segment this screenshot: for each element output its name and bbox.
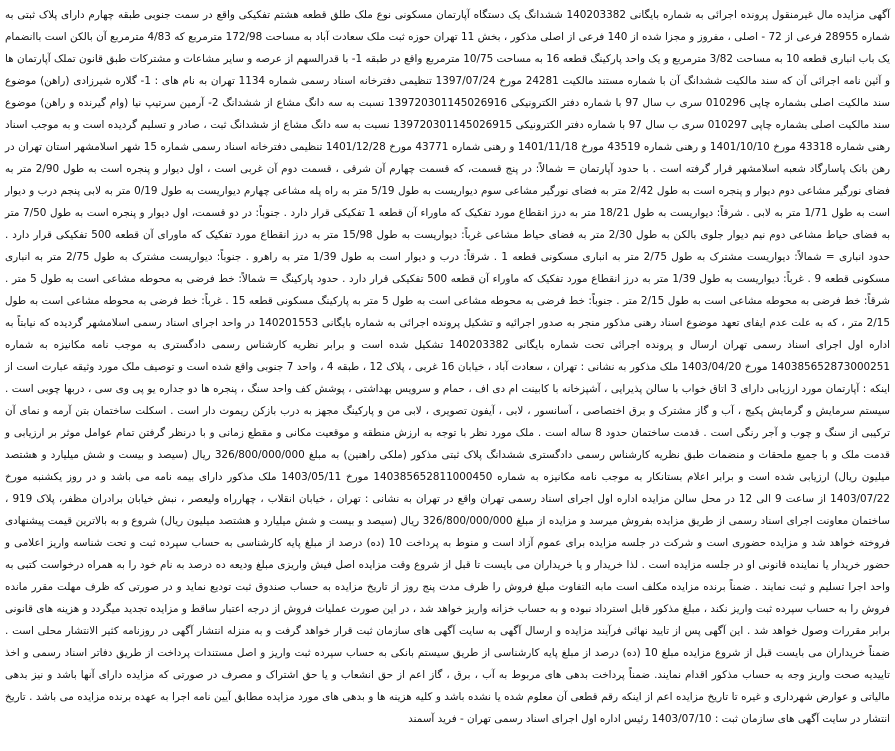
- notice-body-text: آگهی مزایده مال غیرمنقول پرونده اجرائی به شماره بایگانی 140203382 ششدانگ یک دستگاه آپارتمان مسکونی نوع ملک طلق قطعه هشتم تفکیکی واقع در سمت جنوبی طبقه چهارم دارای پلاک ثبتی به شماره 28955 فرعی از 72 - اصلی ، مفروز و مجزا شده از 140 فرعی از اصلی مذکور ، بخش 11 تهران حوزه ثبت ملک سعادت آباد به مساحت 172/98 مترمربع که 4/83 مترمربع آن بالکن است باانضمام یک باب انباری قطعه 10 به مساحت 3/82 مترمربع و یک واحد پارکینگ قطعه 16 به مساحت 10/75 مترمربع واقع در طبقه 1- با قدرالسهم از عرصه و سایر مشاعات و مشترکات طبق قانون تملک آپارتمان ها و آئین نامه اجرائی آن که سند مالکیت ششدانگ آن با شماره مستند مالکیت 24281 مورخ 1397/07/24 تنظیمی دفترخانه اسناد رسمی شماره 1134 تهران به نام های : 1- گلاره شیرزادی (راهن) موضوع سند مالکیت اصلی بشماره چاپی 010296 سری ب سال 97 با شماره دفتر الکترونیکی 139720301145026916 نسبت به سه دانگ مشاع از ششدانگ 2- آرمین سرتیپ نیا (وام گیرنده و راهن) موضوع سند مالکیت اصلی بشماره چاپی 010297 سری ب سال 97 با شماره دفتر الکترونیکی 139720301145026915 نسبت به سه دانگ مشاع از ششدانگ ثبت ، صادر و تسلیم گردیده است و به موجب اسناد رهنی شماره 43318 مورخ 1401/10/10 و رهنی شماره 43519 مورخ 1401/11/18 و رهنی شماره 43771 مورخ 1401/12/28 تنظیمی دفترخانه اسناد رسمی شماره 15 شهر اسلامشهر استان تهران در رهن بانک پاسارگاد شعبه اسلامشهر قرار گرفته است . با حدود آپارتمان = شمالاً: در پنج قسمت، که قسمت چهارم آن شرقی ، قسمت دوم آن غربی است ، اول دیوار و پنجره است به طول 2/90 متر به فضای نورگیر مشاعی دوم دیوار و پنجره است به طول 2/42 متر به فضای نورگیر مشاعی سوم دیواریست به طول 5/19 متر به راه پله مشاعی چهارم دیواریست به طول 0/19 متر به لابی پنجم درب و دیوار است به طول 1/71 متر به لابی . شرقاً: دیواریست به طول 18/21 متر به درز انقطاع مورد تفکیک که ماوراء آن قطعه 1 تفکیکی قرار دارد . جنوباً: در دو قسمت، اول دیوار و پنجره است به طول 7/50 متر به فضای حیاط مشاعی دوم نیم دیوار جلوی بالکن به طول 2/30 متر به فضای حیاط مشاعی غرباً: دیواریست به طول 15/98 متر به درز انقطاع مورد تفکیک که ماورای آن قطعه 500 تفکیکی قرار دارد . حدود انباری = شمالاً: دیواریست مشترک به طول 2/75 متر به انباری مسکونی قطعه 1 . شرقاً: درب و دیوار است به طول 1/39 متر به راهرو . جنوباً: دیواریست مشترک به طول 2/75 متر به انباری مسکونی قطعه 9 . غرباً: دیواریست به طول 1/39 متر به درز انقطاع مورد تفکیک که ماوراء آن قطعه 500 تفکیکی قرار دارد . حدود پارکینگ = شمالاً: خط فرضی به محوطه مشاعی است به طول 5 متر . شرقاً: خط فرضی به محوطه مشاعی است به طول 2/15 متر . جنوباً: خط فرضی به محوطه مشاعی است به طول 5 متر به پارکینگ مسکونی قطعه 15 . غرباً: خط فرضی به محوطه مشاعی است به طول 2/15 متر ، که به علت عدم ایفای تعهد موضوع اسناد رهنی مذکور منجر به صدور اجرائیه و تشکیل پرونده اجرائی به شماره بایگانی 140201553 در واحد اجرای اسناد رسمی اسلامشهر گردیده که نیابتاً به اداره اول اجرای اسناد رسمی تهران ارسال و پرونده اجرائی تحت شماره بایگانی 140203382 تشکیل شده است و برابر نظریه کارشناس رسمی دادگستری به موجب نامه مکانیزه به شماره 140385652873000251 مورخ 1403/04/20 ملک مذکور به نشانی : تهران ، سعادت آباد ، خیابان 16 غربی ، پلاک 12 ، طبقه 4 ، واحد 7 جنوبی واقع شده است و توصیف ملک مورد وثیقه عبارت است از اینکه : آپارتمان مورد ارزیابی دارای 3 اتاق خواب با سالن پذیرایی ، آشپزخانه با کابینت ام دی اف ، حمام و سرویس بهداشتی ، پوشش کف واحد سنگ ، پنجره ها دو جداره یو پی وی سی ، دربها چوبی است . سیستم سرمایش و گرمایش پکیج ، آب و گاز مشترک و برق اختصاصی ، آسانسور ، لابی ، آیفون تصویری ، لابی من و پارکینگ مجهز به درب بازکن ریموت دار است . اسکلت ساختمان بتن آرمه و نمای آن ترکیبی از سنگ و چوب و آجر رنگی است . قدمت ساختمان حدود 8 ساله است . ملک مورد نظر با توجه به ارزش منطقه و موقعیت مکانی و مقطع زمانی و با درنظر گرفتن تمام عوامل موثر بر ارزیابی و قدمت ملک و با جمیع ملحقات و منضمات طبق نظریه کارشناس رسمی دادگستری ششدانگ پلاک ثبتی مذکور (ملکی راهنین) به مبلغ 326/800/000/000 ریال (سیصد و بیست و شش میلیارد و هشتصد میلیون ریال) ارزیابی شده است و برابر اعلام بستانکار به موجب نامه مکانیزه به شماره 140385652811000450 مورخ 1403/05/11 ملک مذکور دارای بیمه نامه می باشد و در روز یکشنبه مورخ 1403/07/22 از ساعت 9 الی 12 در محل سالن مزایده اداره اول اجرای اسناد رسمی تهران واقع در تهران به نشانی : تهران ، خیابان انقلاب ، چهارراه ولیعصر ، نبش خیابان برادران مظفر، پلاک 919 ، ساختمان معاونت اجرای اسناد رسمی از طریق مزایده بفروش میرسد و مزایده از مبلغ 326/800/000/000 ریال (سیصد و بیست و شش میلیارد و هشتصد میلیون ریال) شروع و به بالاترین قیمت پیشنهادی فروخته خواهد شد و مزایده حضوری است و شرکت در جلسه مزایده برای عموم آزاد است و منوط به پرداخت 10 (ده) درصد از مبلغ پایه کارشناسی به حساب سپرده ثبت و تحت شناسه واریز اعلامی و حضور خریدار یا نماینده قانونی او در جلسه مزایده است . لذا خریدار و یا خریداران می بایست تا قبل از شروع وقت مزایده اصل فیش واریزی مبلغ ودیعه ده درصد به نام خود را به همراه درخواست کتبی به واحد اجرا تسلیم و ثبت نمایند . ضمناً برنده مزایده مکلف است مابه التفاوت مبلغ فروش را ظرف مدت پنج روز از تاریخ مزایده به حساب صندوق ثبت تودیع نماید و در صورتی که ظرف مهلت مقرر مانده فروش را به حساب سپرده ثبت واریز نکند ، مبلغ مذکور قابل استرداد نبوده و به حساب خزانه واریز خواهد شد ، در این صورت عملیات فروش از درجه اعتبار ساقط و مزایده تجدید میگردد و هزینه های قانونی برابر مقررات وصول خواهد شد . این آگهی پس از تایید نهائی فرآیند مزایده و ارسال آگهی به سایت آگهی های سازمان ثبت قرار خواهد گرفت و به منزله انتشار آگهی در روزنامه کثیر الانتشار محلی است . ضمناً خریداران می بایست قبل از شروع مزایده مبلغ 10 (ده) درصد از مبلغ پایه کارشناسی از طریق سیستم بانکی به حساب سپرده ثبت واریز و اصل مستندات پرداخت از طریق دفاتر اسناد رسمی و اخذ تاییدیه صحت واریز وجه به حساب مذکور اقدام نمایند. ضمناً پرداخت بدهی های مربوط به آب ، برق ، گاز اعم از حق انشعاب و یا حق اشتراک و مصرف در صورتی که مزایده دارای آنها باشد و نیز بدهی مالیاتی و عوارض شهرداری و غیره تا تاریخ مزایده اعم از اینکه رقم قطعی آن معلوم شده یا نشده باشد و کلیه هزینه ها و بدهی های مورد مزایده مطابق آیین نامه اجرا به عهده برنده مزایده می باشد . تاریخ انتشار در سایت آگهی های سازمان ثبت : 1403/07/10 رئیس اداره اول اجرای اسناد رسمی تهران - فرید آسمند: [5, 9, 891, 725]
